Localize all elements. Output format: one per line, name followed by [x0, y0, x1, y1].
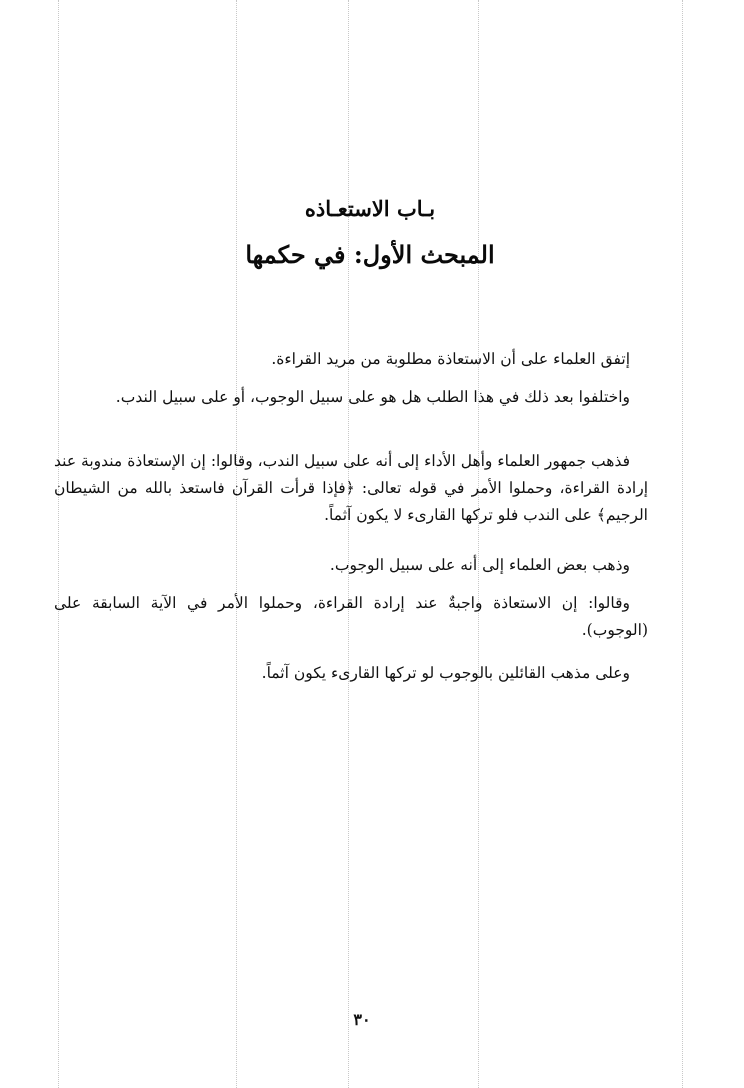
chapter-title: بـاب الاستعـاذه — [304, 196, 436, 221]
scan-artifact-line — [348, 0, 349, 1088]
page-number: ٣٠ — [353, 1010, 371, 1029]
scan-artifact-line — [682, 0, 683, 1088]
paragraph-3: فذهب جمهور العلماء وأهل الأداء إلى أنه على سبيل الندب، وقالوا: إن الإستعاذة مندوبة عند إرادة القراءة، وحملوا الأمر في قوله تعالى: ﴿فإذا قرأت القرآن فاستعذ بالله من الشيطان الرجيم﴾ على الندب فلو تركها القارىء لا يكون آثماً. — [54, 451, 648, 524]
paragraph-1: إتفق العلماء على أن الاستعاذة مطلوبة من مريد القراءة. — [271, 349, 630, 368]
paragraph-2: واختلفوا بعد ذلك في هذا الطلب هل هو على سبيل الوجوب، أو على سبيل الندب. — [115, 387, 630, 406]
section-title: المبحث الأول: في حكمها — [245, 240, 495, 269]
paragraph-6: وعلى مذهب القائلين بالوجوب لو تركها القارىء يكون آثماً. — [261, 663, 630, 682]
scan-artifact-line — [58, 0, 59, 1088]
scan-artifact-line — [236, 0, 237, 1088]
paragraph-4: وذهب بعض العلماء إلى أنه على سبيل الوجوب. — [329, 555, 630, 574]
scan-artifact-line — [478, 0, 479, 1088]
paragraph-5: وقالوا: إن الاستعاذة واجبةٌ عند إرادة القراءة، وحملوا الأمر في الآية السابقة على (الوجوب). — [54, 593, 648, 639]
